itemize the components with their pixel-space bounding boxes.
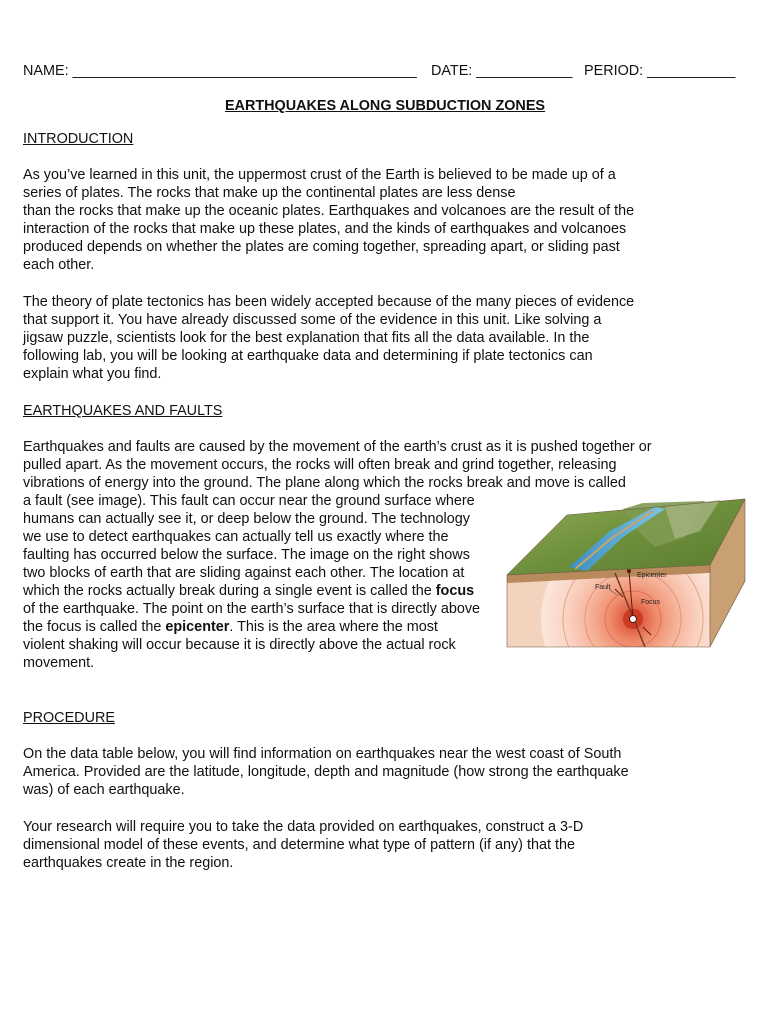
intro-p2-line: that support it. You have already discussed some of the evidence in this unit. Like solving a [23, 312, 602, 328]
fault-label: Fault [595, 584, 611, 591]
procedure-p2-line: earthquakes create in the region. [23, 855, 234, 871]
period-field: PERIOD: ___________ [584, 63, 736, 79]
faults-line: humans can actually see it, or deep below the ground. The technology [23, 511, 470, 527]
intro-p2-line: The theory of plate tectonics has been widely accepted because of the many pieces of evidence [23, 294, 635, 310]
faults-line: of the earthquake. The point on the earth’s surface that is directly above [23, 601, 481, 617]
faults-line: Earthquakes and faults are caused by the movement of the earth’s crust as it is pushed together or [23, 439, 652, 455]
faults-line: vibrations of energy into the ground. The plane along which the rocks break and move is called [23, 475, 626, 491]
epicenter-marker [627, 569, 631, 573]
intro-p2-line: following lab, you will be looking at earthquake data and determining if plate tectonics can [23, 348, 593, 364]
intro-p2-line: jigsaw puzzle, scientists look for the best explanation that fits all the data available. In the [23, 330, 590, 346]
intro-heading: INTRODUCTION [23, 131, 134, 147]
focus-term: focus [435, 583, 475, 599]
page-title: EARTHQUAKES ALONG SUBDUCTION ZONES [224, 98, 546, 114]
faults-line: pulled apart. As the movement occurs, the rocks will often break and grind together, releasing [23, 457, 617, 473]
focus-line-text: which the rocks actually break during a single event is called the [23, 583, 436, 599]
intro-p1-line: As you’ve learned in this unit, the uppermost crust of the Earth is believed to be made up of a [23, 167, 616, 183]
faults-heading: EARTHQUAKES AND FAULTS [23, 403, 223, 419]
header-row [23, 62, 745, 80]
faults-line: faulting has occurred below the surface. The image on the right shows [23, 547, 470, 563]
faults-line: violent shaking will occur because it is directly above the actual rock [23, 637, 456, 653]
procedure-p1-line: America. Provided are the latitude, longitude, depth and magnitude (how strong the earthquake [23, 764, 629, 780]
intro-p1-line: series of plates. The rocks that make up the continental plates are less dense [23, 185, 516, 201]
faults-line: a fault (see image). This fault can occur near the ground surface where [23, 493, 475, 509]
epicenter-line-text: the focus is called the [23, 619, 166, 635]
focus-marker [630, 616, 637, 623]
procedure-p2-line: dimensional model of these events, and determine what type of pattern (if any) that the [23, 837, 575, 853]
faults-line: two blocks of earth that are sliding against each other. The location at [23, 565, 465, 581]
intro-p1-line: interaction of the rocks that make up these plates, and the kinds of earthquakes and volcanoes [23, 221, 627, 237]
date-field: DATE: ____________ [431, 63, 573, 79]
faults-line: we use to detect earthquakes can actually tell us exactly where the [23, 529, 449, 545]
faults-epicenter-line [23, 618, 438, 636]
faults-focus-line [23, 582, 474, 600]
intro-p1-line: each other. [23, 257, 95, 273]
faults-line: movement. [23, 655, 95, 671]
intro-p1-line: produced depends on whether the plates are coming together, spreading apart, or sliding past [23, 239, 620, 255]
epicenter-term: epicenter [165, 619, 230, 635]
procedure-p2-line: Your research will require you to take the data provided on earthquakes, construct a 3-D [23, 819, 584, 835]
procedure-heading: PROCEDURE [23, 710, 115, 726]
epicenter-line-rest: . This is the area where the most [229, 619, 438, 635]
focus-label: Focus [641, 599, 661, 606]
intro-p2-line: explain what you find. [23, 366, 162, 382]
name-field: NAME: ___________________________________________ [23, 63, 417, 79]
procedure-p1-line: was) of each earthquake. [23, 782, 185, 798]
epicenter-label: Epicenter [637, 572, 667, 579]
procedure-p1-line: On the data table below, you will find information on earthquakes near the west coast of South [23, 746, 622, 762]
fault-block-diagram [505, 497, 747, 649]
intro-p1-line: than the rocks that make up the oceanic plates. Earthquakes and volcanoes are the result of the [23, 203, 635, 219]
